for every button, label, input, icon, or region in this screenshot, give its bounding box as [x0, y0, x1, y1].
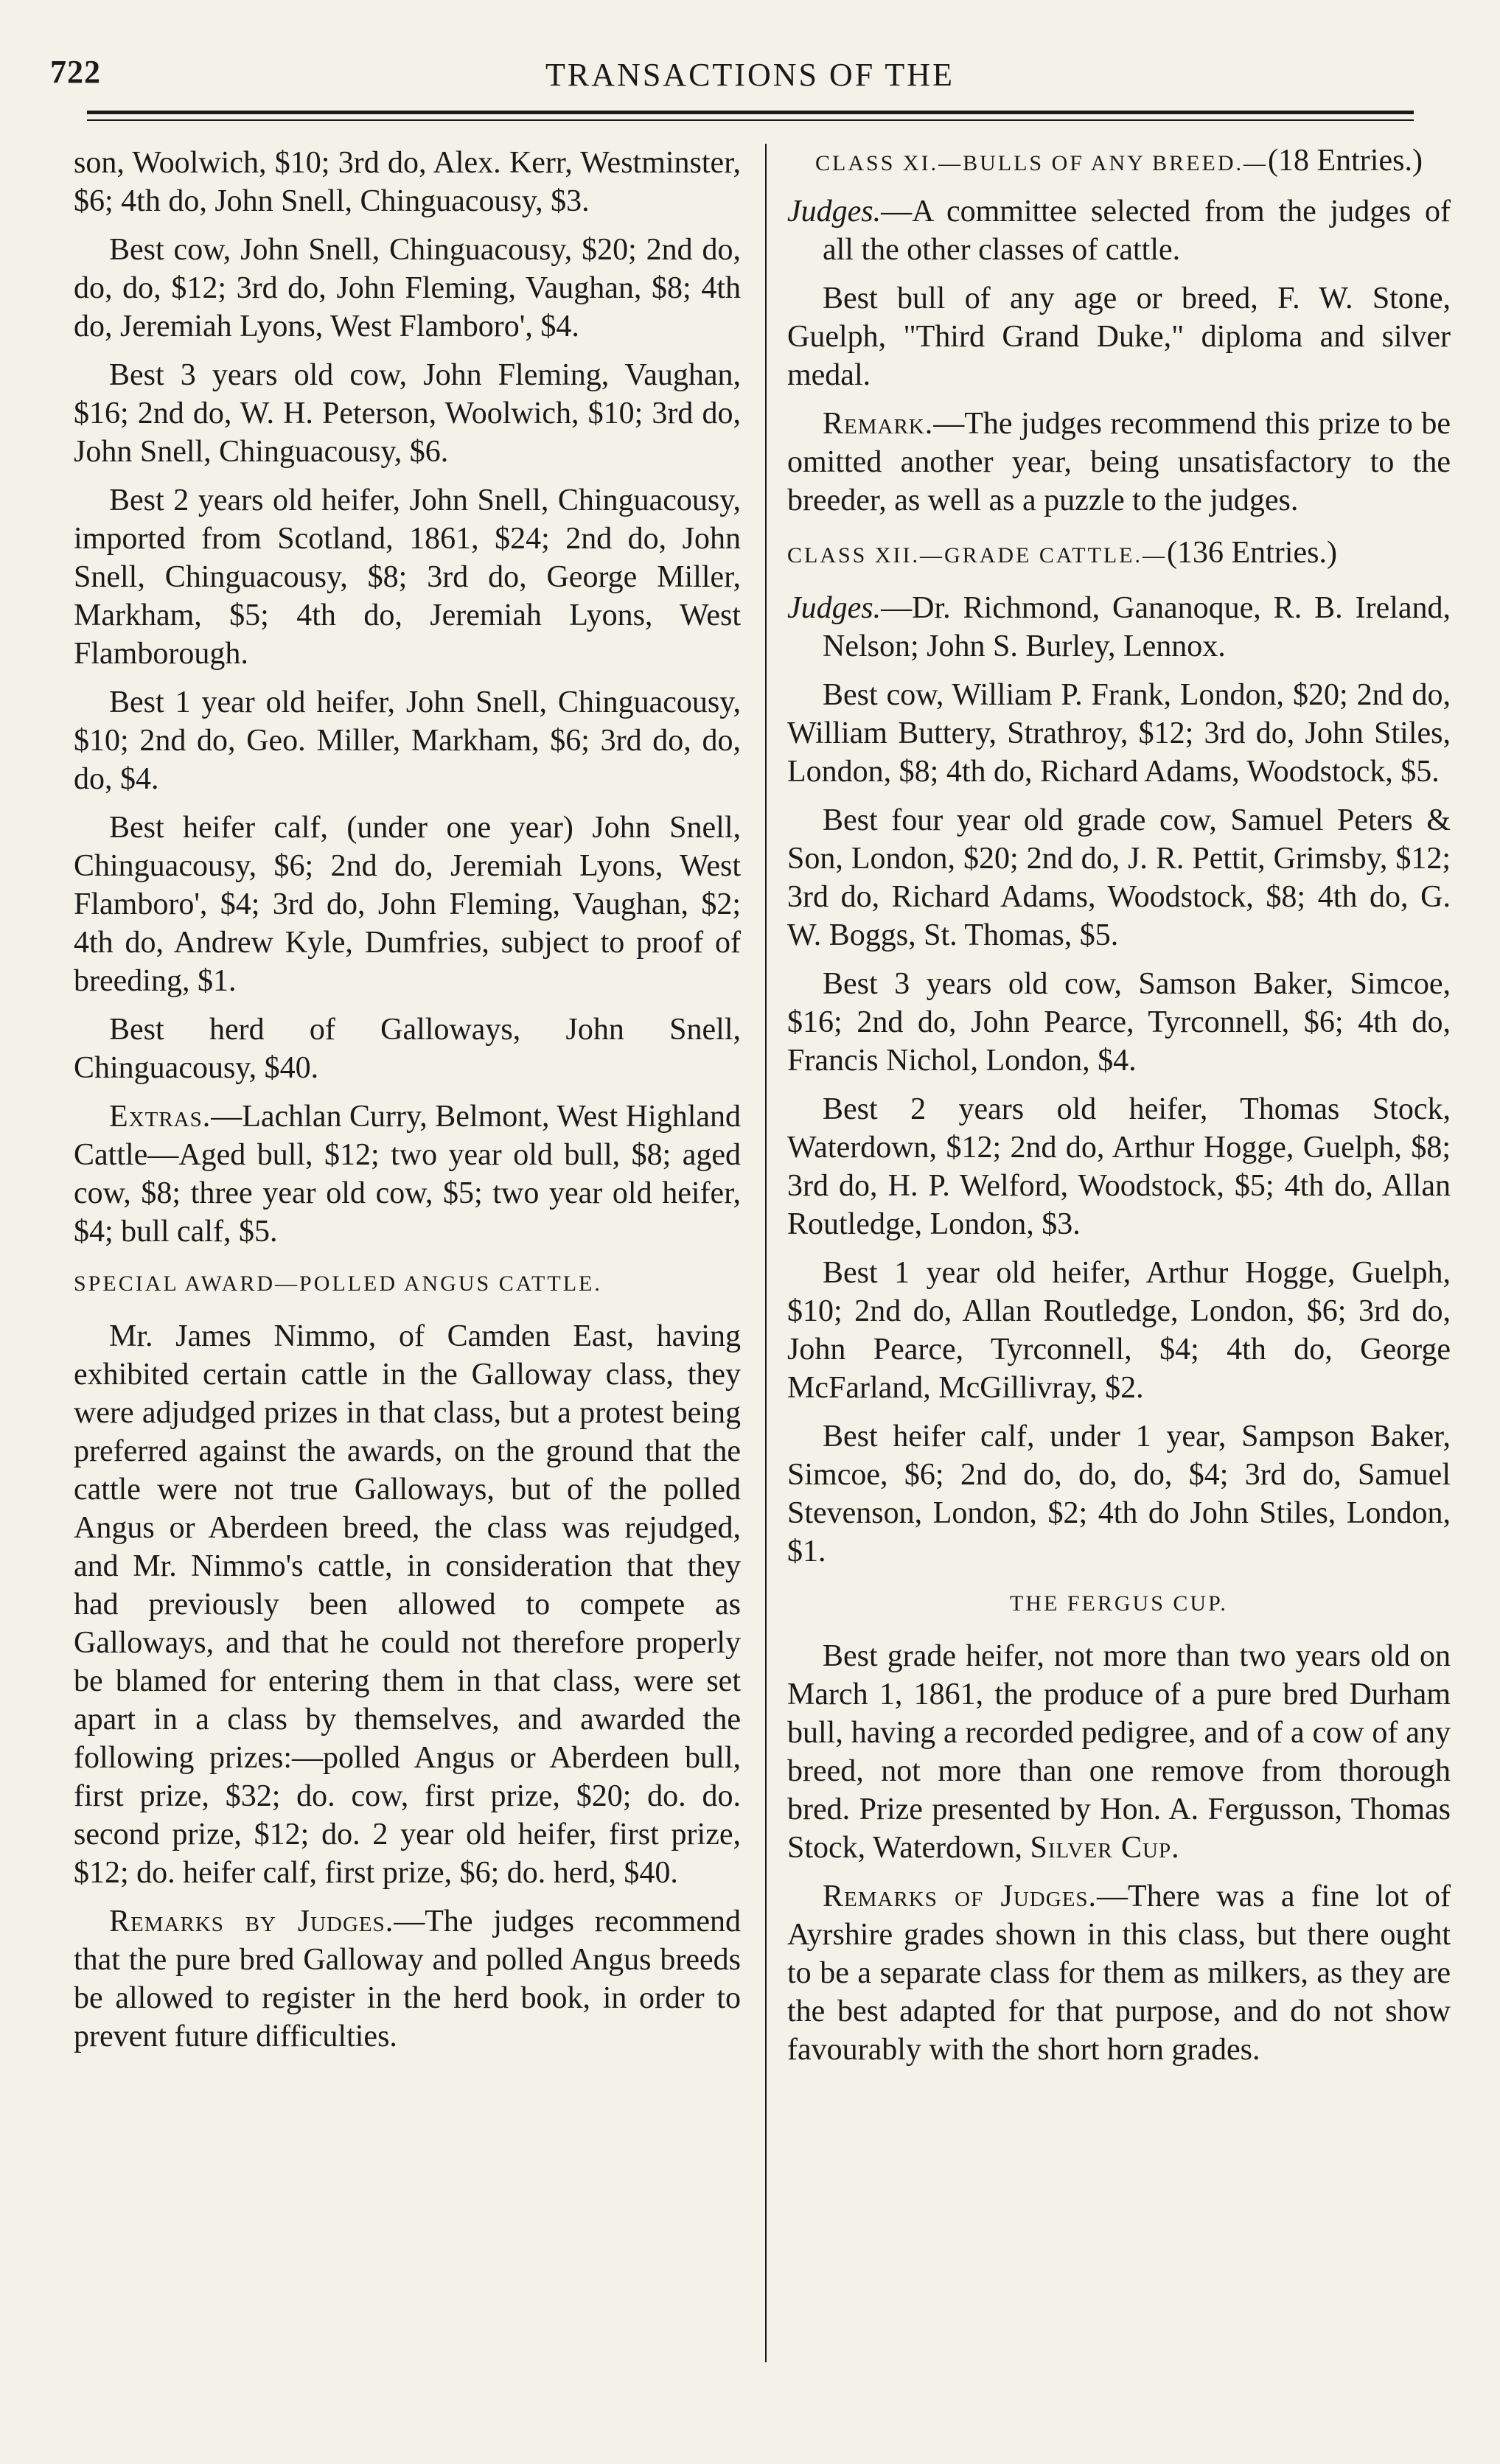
- right-column: [787, 144, 1451, 2079]
- page-number: 722: [50, 54, 101, 90]
- judges-label: Judges.: [787, 591, 882, 625]
- header-rule-thick: [87, 111, 1414, 114]
- judges-class-xi: [787, 192, 1451, 269]
- extras-label: Extras.: [109, 1100, 212, 1134]
- paragraph: Best four year old grade cow, Samuel Peters & Son, London, $20; 2nd do, J. R. Pettit, Grimsby, $12; 3rd do, Richard Adams, Woodstock, $8; 4th do, G. W. Boggs, St. Thomas, $5.: [787, 803, 1451, 952]
- paragraph: Best 3 years old cow, Samson Baker, Simcoe, $16; 2nd do, John Pearce, Tyrconnell, $6; 4th do, Francis Nichol, London, $4.: [787, 967, 1451, 1078]
- judges-text: —Dr. Richmond, Gananoque, R. B. Ireland, Nelson; John S. Burley, Lennox.: [823, 591, 1451, 663]
- judges-text: —A committee selected from the judges of all the other classes of cattle.: [823, 195, 1451, 267]
- remarks-label: Remarks by Judges.: [109, 1905, 394, 1938]
- paragraph-remarks-of-judges: [787, 1877, 1451, 2069]
- paragraph-fergus-cup: [787, 1637, 1451, 1867]
- extras-text: —Lachlan Curry, Belmont, West Highland Cattle—Aged bull, $12; two year old bull, $8; aged cow, $8; three year old cow, $5; two year old heifer, $4; bull calf, $5.: [74, 1100, 741, 1249]
- paragraph: son, Woolwich, $10; 3rd do, Alex. Kerr, Westminster, $6; 4th do, John Snell, Chinguacousy, $3.: [74, 146, 741, 218]
- paragraph: Best cow, William P. Frank, London, $20; 2nd do, William Buttery, Strathroy, $12; 3rd do, John Stiles, London, $8; 4th do, Richard Adams, Woodstock, $5.: [787, 678, 1451, 789]
- paragraph: Best bull of any age or breed, F. W. Stone, Guelph, "Third Grand Duke," diploma and silver medal.: [787, 282, 1451, 392]
- section-heading-class-xii: CLASS XII.—GRADE CATTLE.—(136 Entries.): [787, 536, 1337, 570]
- paragraph: Best herd of Galloways, John Snell, Chinguacousy, $40.: [74, 1013, 741, 1085]
- silver-cup-label: Silver Cup.: [1030, 1831, 1180, 1865]
- header-rule-thin: [87, 119, 1414, 121]
- paragraph: Best heifer calf, under 1 year, Sampson Baker, Simcoe, $6; 2nd do, do, do, $4; 3rd do, Samuel Stevenson, London, $2; 4th do John Stiles, London, $1.: [787, 1420, 1451, 1568]
- section-heading-fergus-cup: THE FERGUS CUP.: [1010, 1591, 1228, 1616]
- paragraph-remarks: [74, 1902, 741, 2056]
- judges-class-xii: [787, 589, 1451, 666]
- remark-label: Remark.: [823, 407, 934, 441]
- paragraph: Best 1 year old heifer, John Snell, Chinguacousy, $10; 2nd do, Geo. Miller, Markham, $6; 3rd do, do, do, $4.: [74, 685, 741, 796]
- remarks-label: Remarks of Judges.: [823, 1880, 1098, 1913]
- paragraph-remark: [787, 405, 1451, 520]
- paragraph: Best 3 years old cow, John Fleming, Vaughan, $16; 2nd do, W. H. Peterson, Woolwich, $10; 3rd do, John Snell, Chinguacousy, $6.: [74, 358, 741, 469]
- paragraph: Best cow, John Snell, Chinguacousy, $20; 2nd do, do, do, $12; 3rd do, John Fleming, Vaughan, $8; 4th do, Jeremiah Lyons, West Flamboro', $4.: [74, 233, 741, 343]
- fergus-cup-text: Best grade heifer, not more than two years old on March 1, 1861, the produce of a pure bred Durham bull, having a recorded pedigree, and of a cow of any breed, not more than one remove from thorough bred. Prize presented by Hon. A. Fergusson, Thomas Stock, Waterdown,: [787, 1639, 1451, 1865]
- judges-label: Judges.: [787, 195, 882, 228]
- paragraph: Best 1 year old heifer, Arthur Hogge, Guelph, $10; 2nd do, Allan Routledge, London, $6; 3rd do, John Pearce, Tyrconnell, $4; 4th do, George McFarland, McGillivray, $2.: [787, 1256, 1451, 1405]
- paragraph: Best heifer calf, (under one year) John Snell, Chinguacousy, $6; 2nd do, Jeremiah Lyons, West Flamboro', $4; 3rd do, John Fleming, Vaughan, $2; 4th do, Andrew Kyle, Dumfries, subject to proof of breeding, $1.: [74, 811, 741, 998]
- paragraph: Mr. James Nimmo, of Camden East, having exhibited certain cattle in the Galloway class, they were adjudged prizes in that class, but a protest being preferred against the awards, on the ground that the cattle were not true Galloways, but of the polled Angus or Aberdeen breed, the class was rejudged, and Mr. Nimmo's cattle, in consideration that they had previously been allowed to compete as Galloways, and that he could not therefore properly be blamed for entering them in that class, were set apart in a class by themselves, and awarded the following prizes:—polled Angus or Aberdeen bull, first prize, $32; do. cow, first prize, $20; do. do. second prize, $12; do. 2 year old heifer, first prize, $12; do. heifer calf, first prize, $6; do. herd, $40.: [74, 1319, 741, 1890]
- remark-text: —The judges recommend this prize to be omitted another year, being unsatisfactory to the breeder, as well as a puzzle to the judges.: [787, 407, 1451, 517]
- paragraph: Best 2 years old heifer, John Snell, Chinguacousy, imported from Scotland, 1861, $24; 2nd do, John Snell, Chinguacousy, $8; 3rd do, George Miller, Markham, $5; 4th do, Jeremiah Lyons, West Flamborough.: [74, 484, 741, 671]
- section-heading-class-xi: CLASS XI.—BULLS OF ANY BREED.—(18 Entries.): [815, 144, 1423, 178]
- left-column: [74, 144, 741, 2066]
- column-divider: [765, 144, 767, 2362]
- paragraph: Best 2 years old heifer, Thomas Stock, Waterdown, $12; 2nd do, Arthur Hogge, Guelph, $8; 3rd do, H. P. Welford, Woodstock, $5; 4th do, Allan Routledge, London, $3.: [787, 1092, 1451, 1241]
- section-heading-special-award: SPECIAL AWARD—POLLED ANGUS CATTLE.: [74, 1271, 602, 1296]
- remarks-text: —The judges recommend that the pure bred Galloway and polled Angus breeds be allowed to register in the herd book, in order to prevent future difficulties.: [74, 1905, 741, 2053]
- remarks-text: —There was a fine lot of Ayrshire grades shown in this class, but there ought to be a separate class for them as milkers, as they are the best adapted for that purpose, and do not show favourably with the short horn grades.: [787, 1880, 1451, 2067]
- paragraph-extras: [74, 1097, 741, 1251]
- running-title: TRANSACTIONS OF THE: [545, 57, 955, 93]
